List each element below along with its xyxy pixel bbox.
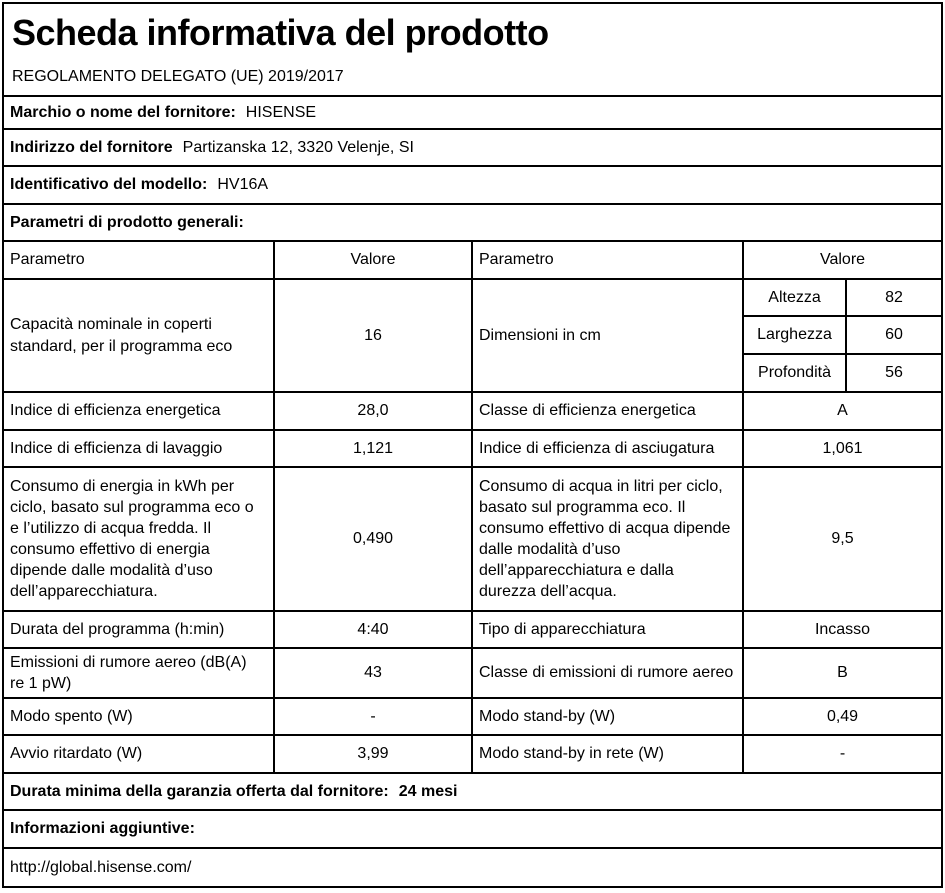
additional-info-cell	[3, 810, 942, 848]
additional-info-label: Informazioni aggiuntive:	[10, 820, 195, 838]
dimension-height-label: Altezza	[743, 279, 846, 316]
product-info-sheet	[2, 2, 943, 888]
value-rated-capacity: 16	[274, 279, 472, 392]
off-standby-row	[3, 698, 942, 735]
supplier-address-row	[3, 129, 942, 166]
param-appliance-type: Tipo di apparecchiatura	[472, 611, 743, 648]
consumption-row	[3, 467, 942, 611]
supplier-brand-cell	[3, 96, 942, 129]
param-drying-index: Indice di efficienza di asciugatura	[472, 430, 743, 467]
param-standby-mode: Modo stand-by (W)	[472, 698, 743, 735]
param-energy-consumption: Consumo di energia in kWh per ciclo, basato sul programma eco o e l’utilizzo di acqua fredda. Il consumo effettivo di energia dipende dalle modalità d’uso dell’apparecchiatura.	[3, 467, 274, 611]
param-water-consumption: Consumo di acqua in litri per ciclo, basato sul programma eco. Il consumo effettivo di acqua dipende dalle modalità d’uso dell’apparecchiatura e dalla durezza dell’acqua.	[472, 467, 743, 611]
param-energy-efficiency-index: Indice di efficienza energetica	[3, 392, 274, 430]
value-noise-emissions: 43	[274, 648, 472, 698]
value-energy-efficiency-index: 28,0	[274, 392, 472, 430]
column-header-param-left: Parametro	[3, 241, 274, 279]
dimension-depth-label: Profondità	[743, 354, 846, 392]
page-title: Scheda informativa del prodotto	[12, 12, 549, 54]
value-standby-mode: 0,49	[743, 698, 942, 735]
regulation-subtitle: REGOLAMENTO DELEGATO (UE) 2019/2017	[12, 67, 344, 85]
title-row	[3, 3, 942, 96]
value-energy-efficiency-class: A	[743, 392, 942, 430]
param-dimensions: Dimensioni in cm	[472, 279, 743, 392]
warranty-cell	[3, 773, 942, 810]
value-programme-duration: 4:40	[274, 611, 472, 648]
capacity-dimensions-row	[3, 279, 942, 316]
param-energy-efficiency-class: Classe di efficienza energetica	[472, 392, 743, 430]
warranty-label: Durata minima della garanzia offerta dal fornitore:	[10, 782, 389, 800]
value-drying-index: 1,061	[743, 430, 942, 467]
supplier-brand-row	[3, 96, 942, 129]
additional-info-row	[3, 810, 942, 848]
cleaning-drying-index-row	[3, 430, 942, 467]
supplier-address-cell	[3, 129, 942, 166]
column-header-value-left: Valore	[274, 241, 472, 279]
energy-efficiency-row	[3, 392, 942, 430]
param-programme-duration: Durata del programma (h:min)	[3, 611, 274, 648]
duration-type-row	[3, 611, 942, 648]
value-energy-consumption: 0,490	[274, 467, 472, 611]
website-row	[3, 848, 942, 887]
param-cleaning-index: Indice di efficienza di lavaggio	[3, 430, 274, 467]
value-noise-class: B	[743, 648, 942, 698]
supplier-brand-label: Marchio o nome del fornitore:	[10, 103, 236, 121]
dimension-width-value: 60	[846, 316, 942, 354]
website-cell	[3, 848, 942, 887]
website-url: http://global.hisense.com/	[10, 858, 192, 876]
general-parameters-section-label: Parametri di prodotto generali:	[10, 213, 244, 231]
value-water-consumption: 9,5	[743, 467, 942, 611]
column-header-param-right: Parametro	[472, 241, 743, 279]
value-cleaning-index: 1,121	[274, 430, 472, 467]
column-header-value-right: Valore	[743, 241, 942, 279]
supplier-brand-value: HISENSE	[245, 103, 317, 121]
dimension-height-value: 82	[846, 279, 942, 316]
value-off-mode: -	[274, 698, 472, 735]
title-cell	[3, 3, 942, 96]
model-identifier-cell	[3, 166, 942, 204]
param-networked-standby: Modo stand-by in rete (W)	[472, 735, 743, 773]
param-noise-emissions: Emissioni di rumore aereo (dB(A) re 1 pW)	[3, 648, 274, 698]
warranty-value: 24 mesi	[398, 782, 458, 800]
general-parameters-section-cell	[3, 204, 942, 241]
supplier-address-label: Indirizzo del fornitore	[10, 138, 173, 156]
param-off-mode: Modo spento (W)	[3, 698, 274, 735]
model-identifier-label: Identificativo del modello:	[10, 176, 208, 194]
model-identifier-row	[3, 166, 942, 204]
model-identifier-value: HV16A	[217, 176, 269, 194]
param-delay-start: Avvio ritardato (W)	[3, 735, 274, 773]
value-appliance-type: Incasso	[743, 611, 942, 648]
param-noise-class: Classe di emissioni di rumore aereo	[472, 648, 743, 698]
dimension-width-label: Larghezza	[743, 316, 846, 354]
delaystart-networked-row	[3, 735, 942, 773]
general-parameters-section-row	[3, 204, 942, 241]
value-delay-start: 3,99	[274, 735, 472, 773]
noise-row	[3, 648, 942, 698]
value-networked-standby: -	[743, 735, 942, 773]
param-rated-capacity: Capacità nominale in coperti standard, per il programma eco	[3, 279, 274, 392]
grid-header-row	[3, 241, 942, 279]
warranty-row	[3, 773, 942, 810]
dimension-depth-value: 56	[846, 354, 942, 392]
supplier-address-value: Partizanska 12, 3320 Velenje, SI	[182, 138, 414, 156]
